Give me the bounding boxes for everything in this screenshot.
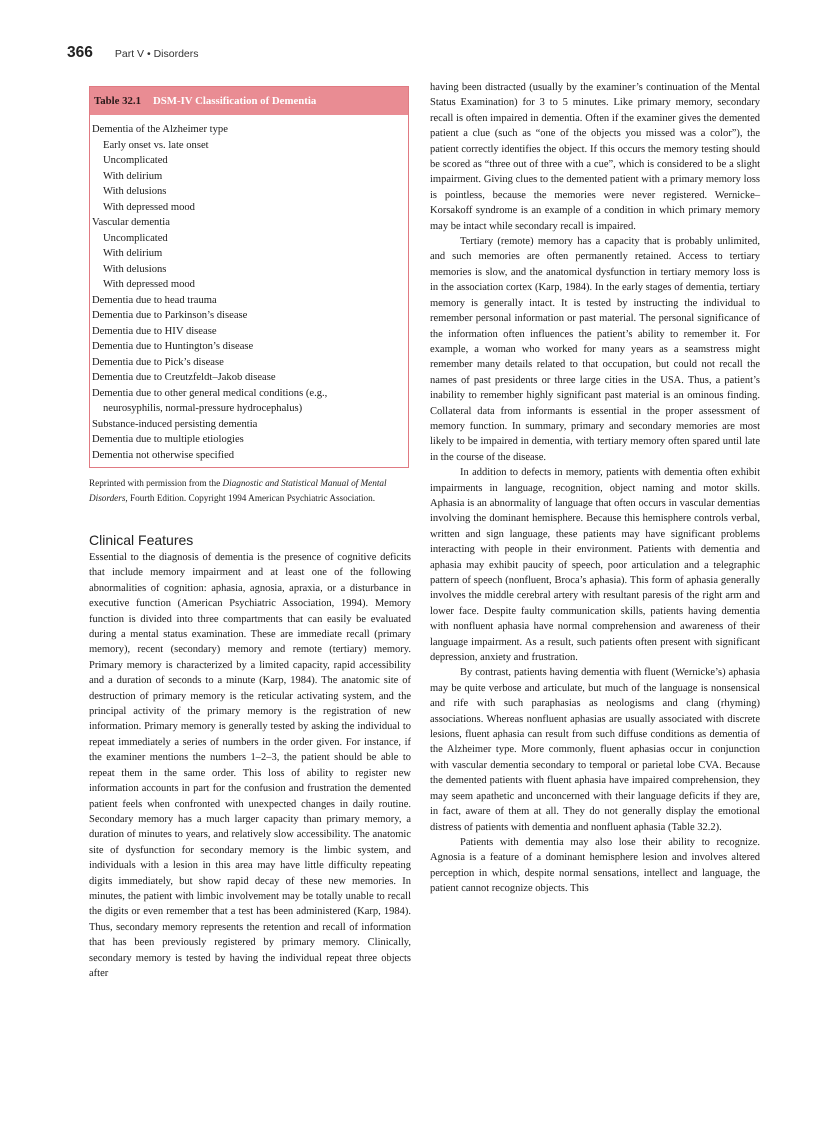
table-row: Dementia due to Huntington’s disease <box>92 341 254 352</box>
table-row: Dementia due to head trauma <box>92 294 217 306</box>
table-row: Dementia of the Alzheimer type <box>92 124 228 135</box>
table-row: With delusions <box>103 263 167 275</box>
table-row: With depressed mood <box>103 279 195 290</box>
credit-text-end: , Fourth Edition. Copyright 1994 American Psychiatric Association. <box>125 492 375 503</box>
body-paragraph: having been distracted (usually by the examiner’s continuation of the Mental Status Examination) for 3 to 5 minutes. Like primary memory, secondary recall is often impaired in dementia. Often if the examiner gives the demented patient a clue (such as “one of the objects you missed was a color”), the patient correctly identifies the object. If this occurs the memory testing should be scored as “three out of three with a cue”, which is considered to be a slight impairment. Giving clues to the demented patient with a primary memory loss is pointless, because the memories were never registered. Wernicke–Korsakoff syndrome is an example of a condition in which primary memory may be intact while secondary recall is impaired. <box>430 82 760 232</box>
body-paragraph: In addition to defects in memory, patients with dementia often exhibit impairments in language, recognition, object naming and motor skills. Aphasia is an abnormality of language that often occurs in vascular dementias involving the dominant hemisphere. Because this hemisphere controls verbal, written and sign language, these patients may have significant problems interacting with people in their environment. Patients with dementia and aphasia may exhibit paucity of speech, poor articulation and a telegraphic pattern of speech (nonfluent, Broca’s aphasia). This form of aphasia generally involves the middle cerebral artery with resultant paresis of the right arm and lower face. Despite faulty communication skills, patients having dementia with nonfluent aphasia have normal comprehension and awareness of their language impairment. As a result, such patients often present with significant depression, anxiety and frustration. <box>430 467 760 664</box>
table-row: Dementia due to Pick’s disease <box>92 356 224 368</box>
table-row: Substance-induced persisting dementia <box>92 418 258 430</box>
table-row: Dementia due to multiple etiologies <box>92 434 244 445</box>
table-title: DSM-IV Classification of Dementia <box>153 95 317 107</box>
table-row: neurosyphilis, normal-pressure hydrocephalus) <box>103 403 303 414</box>
body-paragraph: Essential to the diagnosis of dementia is the presence of cognitive deficits that include memory impairment and at least one of the following abnormalities of cognition: aphasia, agnosia, apraxia, or a disturbance in executive function (American Psychiatric Association, 1994). Memory function is divided into three compartments that can easily be evaluated during a mental status examination. These are immediate recall (primary memory), recent (secondary) memory and remote (tertiary) memory. Primary memory is characterized by a limited capacity, rapid accessibility and a duration of seconds to a minute (Karp, 1984). The anatomic site of destruction of primary memory is the reticular activating system, and the principal activity of the primary memory is the registration of new information. Primary memory is generally tested by asking the individual to repeat immediately a series of numbers in the order given. For instance, if the examiner mentions the numbers 1–2–3, the patient should be able to repeat them in the same order. This loss of ability to register new information accounts in part for the confusion and frustration the demented patient feels when confronted with unexpected changes in daily routine. Secondary memory has a much larger capacity than primary memory, a duration of minutes to years, and relatively slow accessibility. The anatomic site of dysfunction for secondary memory is the limbic system, and individuals with a lesion in this area may have little difficulty repeating digits immediately, but show rapid decay of these new memories. In minutes, the patient with limbic involvement may be totally unable to recall the digits or even remember that a test has been administered (Karp, 1984). Thus, secondary memory represents the retention and recall of information that has been previously registered by primary memory. Clinically, secondary memory is tested by having the individual repeat three objects after <box>89 552 411 979</box>
table-body <box>90 115 408 467</box>
table-row: Dementia due to Creutzfeldt–Jakob disease <box>92 372 276 383</box>
dsm-table <box>89 86 409 468</box>
table-label: Table 32.1 <box>94 95 141 107</box>
body-paragraph: Tertiary (remote) memory has a capacity that is probably unlimited, and such memories are often permanently retained. Access to tertiary memories is slow, and the anatomical dysfunction in tertiary memory loss is in the association cortex (Karp, 1984). In the early stages of dementia, tertiary memory is generally intact. It is tested by instructing the individual to remember personal information or past material. The personal significance of the information often influences the patient’s ability to remember it. For example, a woman who worked for many years as a seamstress might remember many details related to that occupation, but could not recall the names of past presidents or three large cities in the USA. Thus, a patient’s inability to remember highly significant past material is an ominous finding. Collateral data from informants is essential in the proper assessment of memory function. In summary, primary and secondary memories are most likely to be impaired in dementia, with tertiary memory often spared until late in the course of the disease. <box>430 236 760 463</box>
table-row: Early onset vs. late onset <box>103 139 209 151</box>
table-row: With depressed mood <box>103 201 195 213</box>
body-paragraph: Patients with dementia may also lose their ability to recognize. Agnosia is a feature of a dominant hemisphere lesion and involves altered perception in which, despite normal sensations, intellect and language, the patient cannot recognize objects. This <box>430 836 760 895</box>
left-column <box>89 86 411 981</box>
table-row: Uncomplicated <box>103 155 168 166</box>
table-row: Dementia due to HIV disease <box>92 325 217 337</box>
section-heading: Clinical Features <box>89 532 194 548</box>
table-row: With delirium <box>103 248 163 259</box>
table-header <box>90 87 408 115</box>
table-row: Dementia not otherwise specified <box>92 449 235 461</box>
right-column <box>430 80 760 897</box>
left-body-text <box>89 550 411 981</box>
table-row: Dementia due to other general medical conditions (e.g., <box>92 387 328 399</box>
page-number: 366 <box>67 44 93 61</box>
running-title: Part V • Disorders <box>114 48 199 60</box>
table-row: With delirium <box>103 170 163 182</box>
table-credit <box>89 476 409 505</box>
body-paragraph: By contrast, patients having dementia with fluent (Wernicke’s) aphasia may be quite verbose and articulate, but much of the language is nonsensical and rife with such paraphasias as neologisms and clang (rhyming) associations. Whereas nonfluent aphasias are usually associated with discrete lesions, fluent aphasia can result from such diffuse conditions as dementia of the Alzheimer type. More commonly, fluent aphasias occur in conjunction with vascular dementia secondary to temporal or parietal lobe CVA. Because the demented patients with fluent aphasia have impaired comprehension, they may seem apathetic and unconcerned with their language deficits if they are, in fact, aware of them at all. They do not generally display the emotional distress of patients with dementia and nonfluent aphasia (Table 32.2). <box>430 667 760 833</box>
table-row: Vascular dementia <box>92 217 170 228</box>
page-header <box>67 44 199 64</box>
credit-text-start: Reprinted with permission from the <box>89 478 223 488</box>
table-row: Dementia due to Parkinson’s disease <box>92 310 248 321</box>
table-row: With delusions <box>103 186 167 197</box>
credit-book-title: Diagnostic and Statistical Manual of Mental Disorders <box>89 478 387 503</box>
table-row: Uncomplicated <box>103 232 168 244</box>
